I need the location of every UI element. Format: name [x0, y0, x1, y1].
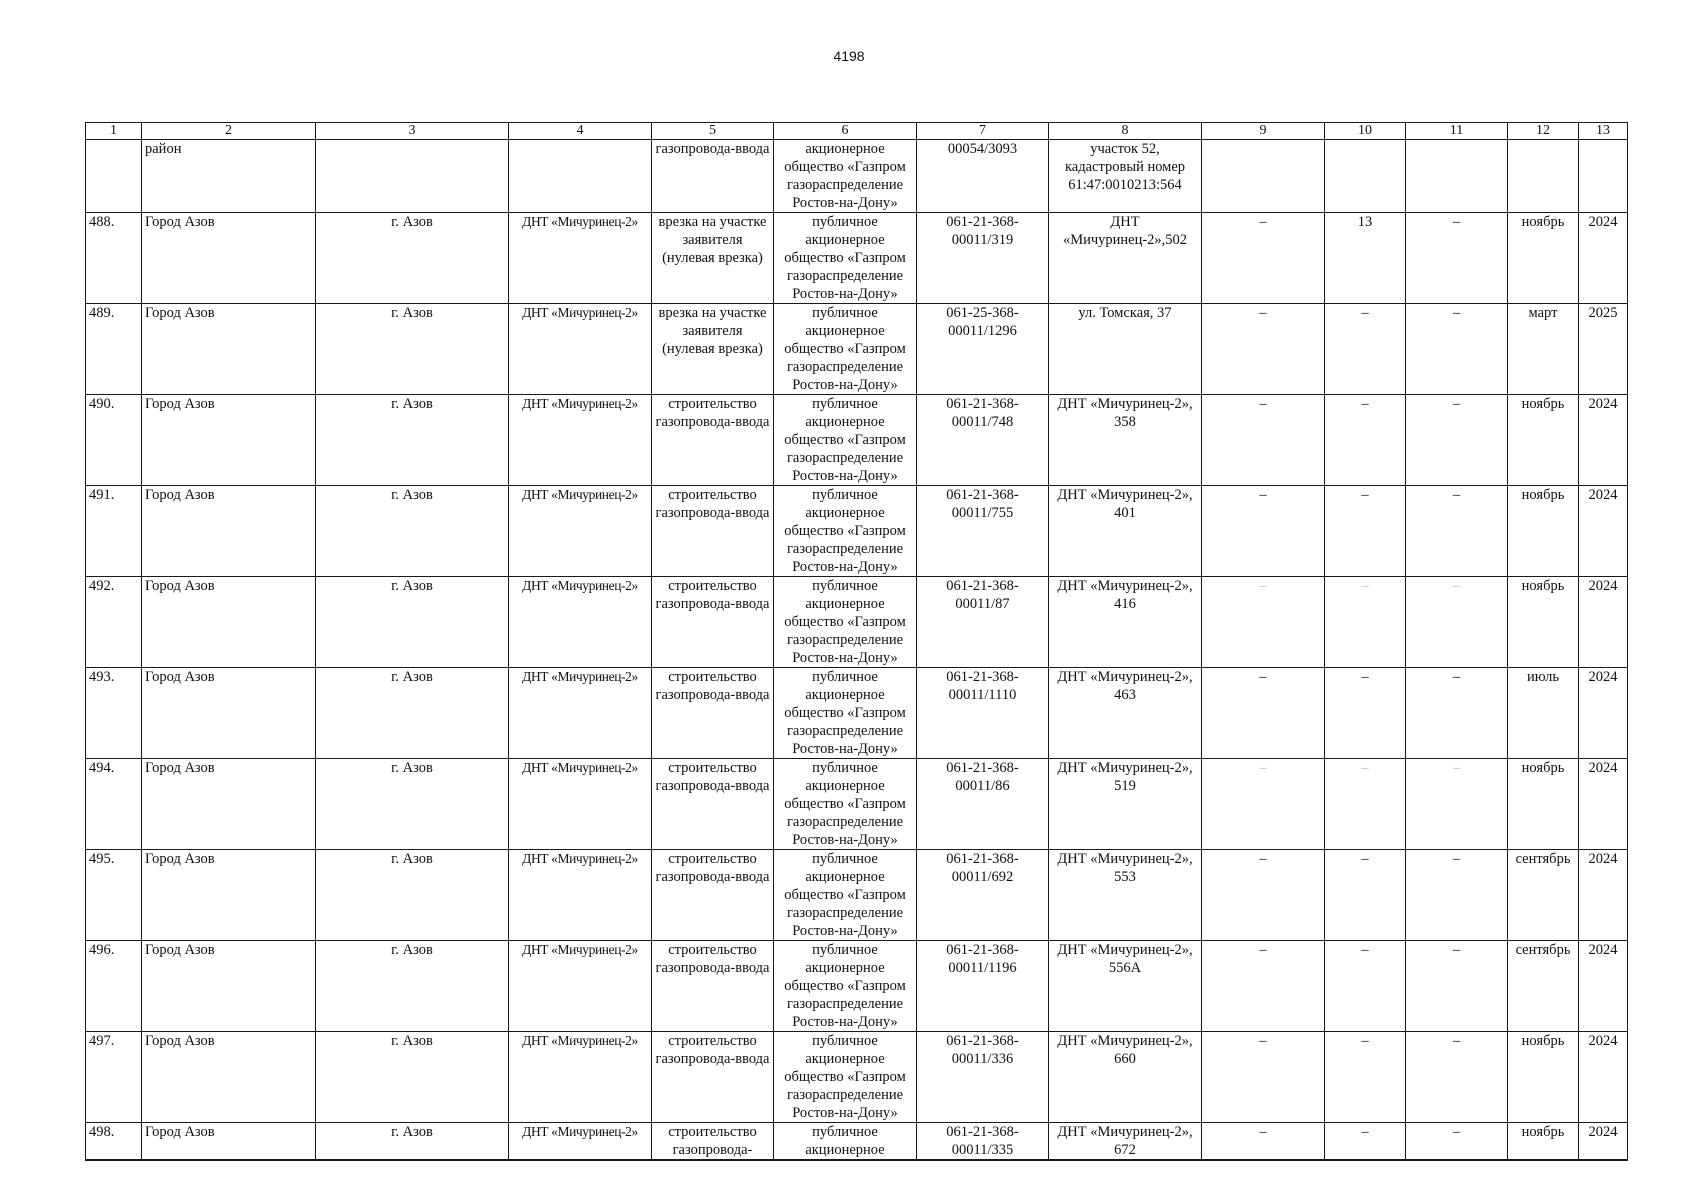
cell-work-type: строительство газопровода-ввода	[652, 759, 774, 850]
cell-code: 00054/3093	[917, 140, 1049, 213]
column-header: 13	[1579, 123, 1628, 140]
cell-year: 2024	[1579, 486, 1628, 577]
cell-year	[1579, 140, 1628, 213]
cell-work-type: строительство газопровода-ввода	[652, 668, 774, 759]
cell-settlement: г. Азов	[316, 668, 509, 759]
cell-organization: публичное акционерное общество «Газпром газораспределение Ростов-на-Дону»	[774, 850, 917, 941]
cell-month: ноябрь	[1508, 577, 1579, 668]
cell-address: ДНТ «Мичуринец-2», 672	[1049, 1123, 1202, 1161]
cell-settlement: г. Азов	[316, 1123, 509, 1161]
cell-address: ул. Томская, 37	[1049, 304, 1202, 395]
cell-municipality: Город Азов	[142, 577, 316, 668]
cell-organization: публичное акционерное общество «Газпром газораспределение Ростов-на-Дону»	[774, 486, 917, 577]
cell-col9: –	[1202, 1123, 1325, 1161]
cell-col10: 13	[1325, 213, 1406, 304]
cell-locality: ДНТ «Мичуринец-2»	[509, 304, 652, 395]
cell-settlement: г. Азов	[316, 486, 509, 577]
cell-year: 2024	[1579, 213, 1628, 304]
cell-col11: –	[1406, 213, 1508, 304]
cell-locality: ДНТ «Мичуринец-2»	[509, 759, 652, 850]
cell-organization: публичное акционерное общество «Газпром газораспределение Ростов-на-Дону»	[774, 577, 917, 668]
cell-col11: –	[1406, 486, 1508, 577]
cell-number: 496.	[86, 941, 142, 1032]
column-number-row	[86, 123, 1628, 140]
cell-col9	[1202, 140, 1325, 213]
cell-year: 2025	[1579, 304, 1628, 395]
cell-municipality: Город Азов	[142, 1123, 316, 1161]
cell-code: 061-21-368-00011/86	[917, 759, 1049, 850]
cell-month: ноябрь	[1508, 395, 1579, 486]
cell-municipality: Город Азов	[142, 850, 316, 941]
column-header: 7	[917, 123, 1049, 140]
table-row	[86, 850, 1628, 941]
column-header: 3	[316, 123, 509, 140]
cell-locality: ДНТ «Мичуринец-2»	[509, 395, 652, 486]
cell-organization: публичное акционерное общество «Газпром газораспределение Ростов-на-Дону»	[774, 1032, 917, 1123]
cell-municipality: Город Азов	[142, 213, 316, 304]
cell-code: 061-21-368-00011/748	[917, 395, 1049, 486]
table-row	[86, 668, 1628, 759]
cell-col10: –	[1325, 577, 1406, 668]
cell-locality: ДНТ «Мичуринец-2»	[509, 941, 652, 1032]
cell-municipality: Город Азов	[142, 395, 316, 486]
cell-work-type: врезка на участке заявителя (нулевая врезка)	[652, 213, 774, 304]
cell-year: 2024	[1579, 1123, 1628, 1161]
cell-col10: –	[1325, 486, 1406, 577]
cell-address: ДНТ «Мичуринец-2»,502	[1049, 213, 1202, 304]
cell-organization: публичное акционерное общество «Газпром газораспределение Ростов-на-Дону»	[774, 941, 917, 1032]
cell-number: 497.	[86, 1032, 142, 1123]
cell-col9: –	[1202, 304, 1325, 395]
cell-municipality: Город Азов	[142, 304, 316, 395]
cell-code: 061-21-368-00011/692	[917, 850, 1049, 941]
cell-address: ДНТ «Мичуринец-2», 463	[1049, 668, 1202, 759]
cell-col11: –	[1406, 668, 1508, 759]
cell-year: 2024	[1579, 1032, 1628, 1123]
cell-year: 2024	[1579, 668, 1628, 759]
cell-year: 2024	[1579, 941, 1628, 1032]
cell-col11: –	[1406, 1123, 1508, 1161]
cell-number: 490.	[86, 395, 142, 486]
cell-address: ДНТ «Мичуринец-2», 556А	[1049, 941, 1202, 1032]
cell-col10: –	[1325, 668, 1406, 759]
cell-work-type: строительство газопровода-ввода	[652, 1032, 774, 1123]
cell-col9: –	[1202, 759, 1325, 850]
cell-municipality: район	[142, 140, 316, 213]
cell-locality: ДНТ «Мичуринец-2»	[509, 850, 652, 941]
cell-work-type: газопровода-ввода	[652, 140, 774, 213]
cell-month: ноябрь	[1508, 486, 1579, 577]
cell-work-type: строительство газопровода-ввода	[652, 941, 774, 1032]
cell-col11: –	[1406, 850, 1508, 941]
cell-municipality: Город Азов	[142, 486, 316, 577]
cell-col9: –	[1202, 577, 1325, 668]
column-header: 2	[142, 123, 316, 140]
cell-month: сентябрь	[1508, 941, 1579, 1032]
cell-organization: публичное акционерное общество «Газпром газораспределение Ростов-на-Дону»	[774, 213, 917, 304]
cell-col9: –	[1202, 395, 1325, 486]
table-row	[86, 577, 1628, 668]
cell-code: 061-25-368-00011/1296	[917, 304, 1049, 395]
cell-settlement: г. Азов	[316, 759, 509, 850]
table-row	[86, 941, 1628, 1032]
cell-month: сентябрь	[1508, 850, 1579, 941]
cell-organization: публичное акционерное	[774, 1123, 917, 1161]
cell-work-type: строительство газопровода-ввода	[652, 395, 774, 486]
table-row	[86, 395, 1628, 486]
cell-col11: –	[1406, 577, 1508, 668]
column-header: 9	[1202, 123, 1325, 140]
cell-address: ДНТ «Мичуринец-2», 519	[1049, 759, 1202, 850]
cell-col9: –	[1202, 941, 1325, 1032]
cell-settlement: г. Азов	[316, 395, 509, 486]
column-header: 6	[774, 123, 917, 140]
cell-work-type: строительство газопровода-ввода	[652, 486, 774, 577]
column-header: 5	[652, 123, 774, 140]
cell-code: 061-21-368-00011/335	[917, 1123, 1049, 1161]
cell-municipality: Город Азов	[142, 1032, 316, 1123]
table-row	[86, 1123, 1628, 1161]
cell-number: 494.	[86, 759, 142, 850]
cell-year: 2024	[1579, 850, 1628, 941]
cell-locality: ДНТ «Мичуринец-2»	[509, 1123, 652, 1161]
column-header: 8	[1049, 123, 1202, 140]
column-header: 1	[86, 123, 142, 140]
cell-year: 2024	[1579, 395, 1628, 486]
cell-col10: –	[1325, 1123, 1406, 1161]
cell-month: ноябрь	[1508, 1123, 1579, 1161]
cell-work-type: врезка на участке заявителя (нулевая врезка)	[652, 304, 774, 395]
cell-code: 061-21-368-00011/336	[917, 1032, 1049, 1123]
cell-work-type: строительство газопровода-	[652, 1123, 774, 1161]
table-row	[86, 486, 1628, 577]
cell-number: 489.	[86, 304, 142, 395]
column-header: 4	[509, 123, 652, 140]
cell-col10	[1325, 140, 1406, 213]
cell-col10: –	[1325, 759, 1406, 850]
cell-col10: –	[1325, 1032, 1406, 1123]
table-row	[86, 759, 1628, 850]
cell-organization: публичное акционерное общество «Газпром газораспределение Ростов-на-Дону»	[774, 668, 917, 759]
cell-col9: –	[1202, 850, 1325, 941]
cell-organization: акционерное общество «Газпром газораспределение Ростов-на-Дону»	[774, 140, 917, 213]
cell-settlement: г. Азов	[316, 850, 509, 941]
column-header: 10	[1325, 123, 1406, 140]
cell-settlement	[316, 140, 509, 213]
cell-number: 488.	[86, 213, 142, 304]
cell-col11: –	[1406, 759, 1508, 850]
cell-locality: ДНТ «Мичуринец-2»	[509, 213, 652, 304]
cell-address: участок 52, кадастровый номер 61:47:0010213:564	[1049, 140, 1202, 213]
cell-col11	[1406, 140, 1508, 213]
cell-year: 2024	[1579, 759, 1628, 850]
cell-col10: –	[1325, 941, 1406, 1032]
cell-code: 061-21-368-00011/1196	[917, 941, 1049, 1032]
cell-locality: ДНТ «Мичуринец-2»	[509, 1032, 652, 1123]
cell-settlement: г. Азов	[316, 941, 509, 1032]
cell-month: март	[1508, 304, 1579, 395]
continuation-row	[86, 140, 1628, 213]
cell-col9: –	[1202, 213, 1325, 304]
cell-col10: –	[1325, 304, 1406, 395]
cell-settlement: г. Азов	[316, 1032, 509, 1123]
cell-col11: –	[1406, 395, 1508, 486]
cell-locality: ДНТ «Мичуринец-2»	[509, 668, 652, 759]
cell-month: ноябрь	[1508, 213, 1579, 304]
cell-code: 061-21-368-00011/87	[917, 577, 1049, 668]
cell-number: 493.	[86, 668, 142, 759]
cell-address: ДНТ «Мичуринец-2», 660	[1049, 1032, 1202, 1123]
cell-number: 498.	[86, 1123, 142, 1161]
table-row	[86, 213, 1628, 304]
table-row	[86, 304, 1628, 395]
cell-col10: –	[1325, 395, 1406, 486]
page-number: 4198	[833, 48, 865, 64]
cell-locality: ДНТ «Мичуринец-2»	[509, 486, 652, 577]
cell-work-type: строительство газопровода-ввода	[652, 577, 774, 668]
cell-code: 061-21-368-00011/319	[917, 213, 1049, 304]
cell-number: 495.	[86, 850, 142, 941]
cell-address: ДНТ «Мичуринец-2», 401	[1049, 486, 1202, 577]
cell-locality: ДНТ «Мичуринец-2»	[509, 577, 652, 668]
cell-col9: –	[1202, 668, 1325, 759]
cell-col10: –	[1325, 850, 1406, 941]
cell-locality	[509, 140, 652, 213]
cell-month	[1508, 140, 1579, 213]
column-header: 12	[1508, 123, 1579, 140]
cell-work-type: строительство газопровода-ввода	[652, 850, 774, 941]
cell-code: 061-21-368-00011/1110	[917, 668, 1049, 759]
cell-number: 491.	[86, 486, 142, 577]
cell-month: ноябрь	[1508, 759, 1579, 850]
cell-year: 2024	[1579, 577, 1628, 668]
cell-organization: публичное акционерное общество «Газпром газораспределение Ростов-на-Дону»	[774, 759, 917, 850]
cell-col9: –	[1202, 1032, 1325, 1123]
cell-municipality: Город Азов	[142, 668, 316, 759]
cell-month: ноябрь	[1508, 1032, 1579, 1123]
gas-connection-table	[85, 122, 1628, 1161]
cell-address: ДНТ «Мичуринец-2», 553	[1049, 850, 1202, 941]
column-header: 11	[1406, 123, 1508, 140]
table-row	[86, 1032, 1628, 1123]
cell-col9: –	[1202, 486, 1325, 577]
cell-col11: –	[1406, 941, 1508, 1032]
cell-month: июль	[1508, 668, 1579, 759]
cell-settlement: г. Азов	[316, 304, 509, 395]
cell-municipality: Город Азов	[142, 759, 316, 850]
cell-address: ДНТ «Мичуринец-2», 358	[1049, 395, 1202, 486]
cell-organization: публичное акционерное общество «Газпром газораспределение Ростов-на-Дону»	[774, 395, 917, 486]
cell-col11: –	[1406, 304, 1508, 395]
cell-settlement: г. Азов	[316, 213, 509, 304]
cell-number: 492.	[86, 577, 142, 668]
cell-code: 061-21-368-00011/755	[917, 486, 1049, 577]
cell-settlement: г. Азов	[316, 577, 509, 668]
cell-municipality: Город Азов	[142, 941, 316, 1032]
cell-organization: публичное акционерное общество «Газпром газораспределение Ростов-на-Дону»	[774, 304, 917, 395]
cell-address: ДНТ «Мичуринец-2», 416	[1049, 577, 1202, 668]
cell-col11: –	[1406, 1032, 1508, 1123]
cell-number	[86, 140, 142, 213]
